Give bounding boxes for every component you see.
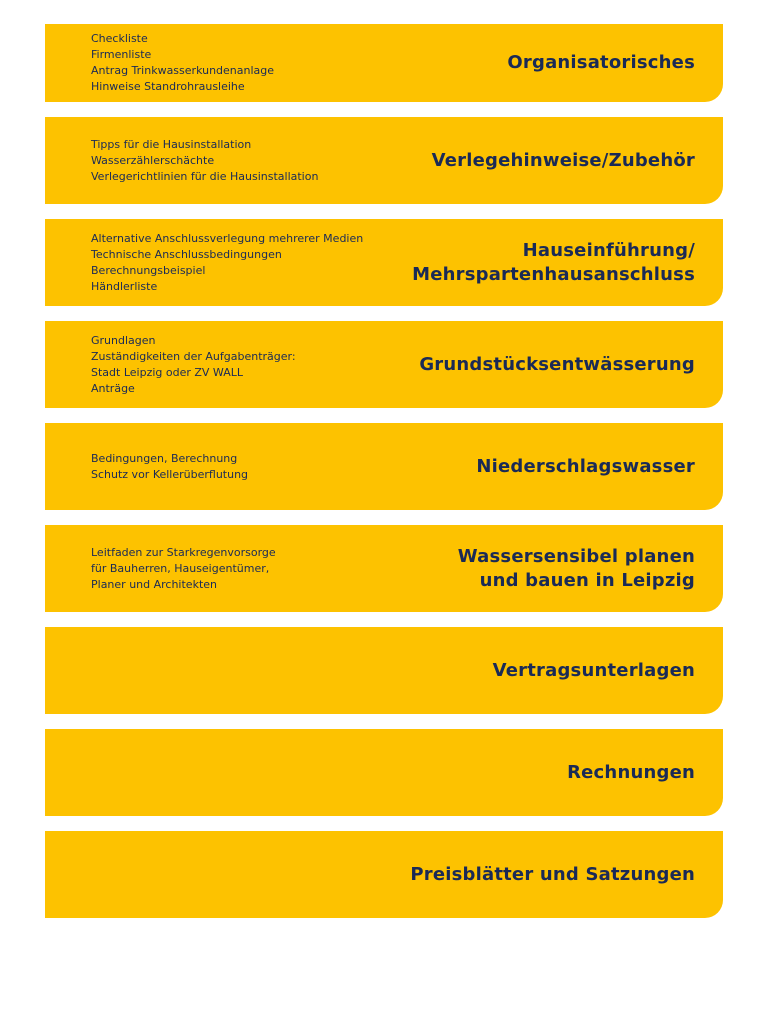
list-item[interactable]: Firmenliste (91, 48, 152, 61)
list-item[interactable]: Antrag Trinkwasserkundenanlage (91, 64, 275, 77)
list-item[interactable]: Alternative Anschlussverlegung mehrerer Medien (91, 231, 364, 245)
list-item[interactable]: Checkliste (91, 32, 148, 45)
list-item[interactable]: Bedingungen, Berechnung (91, 451, 238, 465)
tab-title[interactable] (458, 525, 695, 612)
tab-wassersensibel[interactable] (45, 525, 723, 612)
list-item[interactable]: für Bauherren, Hauseigentümer, (91, 561, 270, 575)
list-item[interactable]: Berechnungsbeispiel (91, 263, 206, 277)
tab-verlegehinweise[interactable] (45, 117, 723, 204)
tab-title-line: Rechnungen (567, 761, 695, 783)
list-item[interactable]: Schutz vor Kellerüberflutung (91, 467, 249, 481)
tab-items (91, 24, 274, 102)
tab-title-line: und bauen in Leipzig (479, 569, 695, 591)
tab-hauseinfuehrung[interactable] (45, 219, 723, 306)
tab-rechnungen[interactable] (45, 729, 723, 816)
list-item[interactable]: Technische Anschlussbedingungen (91, 247, 282, 261)
tab-niederschlagswasser[interactable] (45, 423, 723, 510)
tab-items (91, 117, 318, 204)
tab-title-line: Wassersensibel planen (457, 545, 695, 567)
list-item[interactable]: Wasserzählerschächte (91, 153, 215, 167)
list-item[interactable]: Anträge (91, 381, 135, 395)
list-item[interactable]: Tipps für die Hausinstallation (91, 137, 252, 151)
tab-title-line: Hauseinführung/ (522, 239, 695, 261)
tab-preisblaetter[interactable] (45, 831, 723, 918)
list-item[interactable]: Leitfaden zur Starkregenvorsorge (91, 545, 276, 559)
tab-title[interactable] (432, 117, 695, 204)
list-item[interactable]: Hinweise Standrohrausleihe (91, 80, 245, 93)
tab-items (91, 423, 248, 510)
tab-vertragsunterlagen[interactable] (45, 627, 723, 714)
tab-items (91, 525, 276, 612)
tab-title-line: Vertragsunterlagen (492, 659, 695, 681)
list-item[interactable]: Händlerliste (91, 279, 158, 293)
tab-title[interactable] (567, 729, 695, 816)
list-item[interactable]: Planer und Architekten (91, 577, 217, 591)
tab-title-line: Niederschlagswasser (476, 455, 695, 477)
tab-items (91, 321, 296, 408)
tab-grundstuecksentwaesserung[interactable] (45, 321, 723, 408)
tab-title[interactable] (493, 627, 695, 714)
tab-title[interactable] (507, 24, 695, 102)
tab-title-line: Grundstücksentwässerung (419, 353, 695, 375)
tab-title[interactable] (419, 321, 695, 408)
list-item[interactable]: Stadt Leipzig oder ZV WALL (91, 365, 243, 379)
tab-title-line: Organisatorisches (507, 52, 695, 73)
tab-organisatorisches[interactable] (45, 24, 723, 102)
tab-items (91, 219, 363, 306)
tab-title-line: Mehrspartenhausanschluss (412, 263, 695, 285)
list-item[interactable]: Verlegerichtlinien für die Hausinstallation (91, 169, 319, 183)
tab-title-line: Preisblätter und Satzungen (410, 863, 695, 885)
tab-title[interactable] (412, 219, 695, 306)
tab-title[interactable] (476, 423, 695, 510)
tab-title[interactable] (410, 831, 695, 918)
list-item[interactable]: Zuständigkeiten der Aufgabenträger: (91, 349, 296, 363)
list-item[interactable]: Grundlagen (91, 333, 156, 347)
tab-title-line: Verlegehinweise/Zubehör (431, 149, 695, 171)
